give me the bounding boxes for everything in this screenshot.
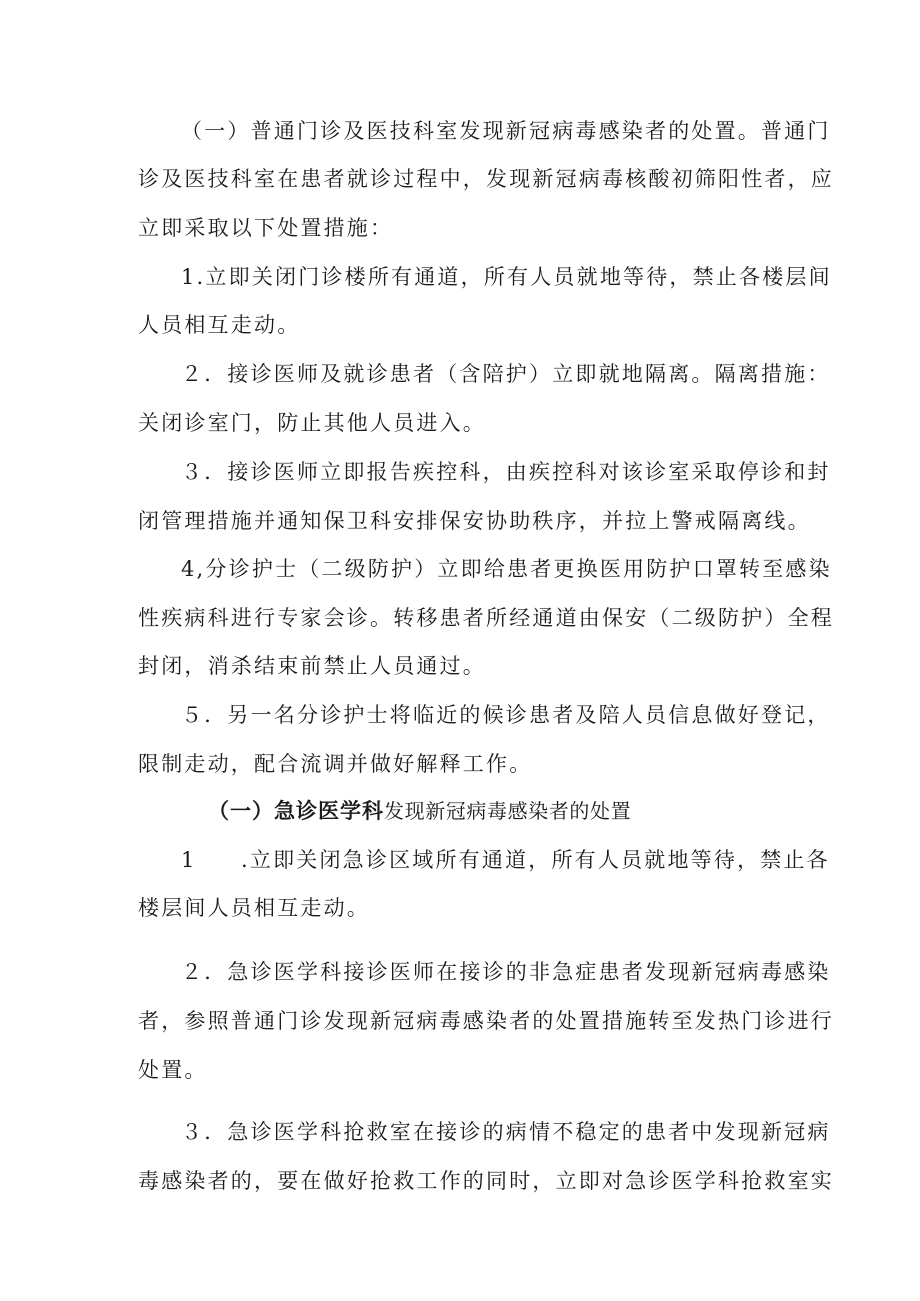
section1-item1-line-2: 人员相互走动。 <box>138 313 301 337</box>
section2-item1-number: 1 <box>181 848 197 872</box>
section2-item1-line-2: 楼层间人员相互走动。 <box>138 896 370 920</box>
section1-item4-line-3: 封闭，消杀结束前禁止人员通过。 <box>138 654 486 678</box>
section2-item1-line-1 <box>181 845 830 875</box>
section2-item3-line-1: ３．急诊医学科抢救室在接诊的病情不稳定的患者中发现新冠病 <box>181 1120 831 1144</box>
section2-item1-text: .立即关闭急诊区域所有通道，所有人员就地等待，禁止各 <box>241 848 830 872</box>
section2-item2-line-3: 处置。 <box>138 1058 208 1082</box>
section1-intro-line-3: 立即采取以下处置措施： <box>138 216 394 240</box>
section2-heading-rest: 发现新冠病毒感染者的处置 <box>384 799 632 823</box>
section1-item3-line-1: ３．接诊医师立即报告疾控科，由疾控科对该诊室采取停诊和封 <box>181 460 831 484</box>
section1-item5-line-1: ５．另一名分诊护士将临近的候诊患者及陪人员信息做好登记， <box>181 703 831 727</box>
section2-item2-line-1: ２．急诊医学科接诊医师在接诊的非急症患者发现新冠病毒感染 <box>181 960 831 984</box>
section1-item1-line-1: 1.立即关闭门诊楼所有通道，所有人员就地等待，禁止各楼层间 <box>181 265 832 289</box>
section1-item4-line-1: 4,分诊护士（二级防护）立即给患者更换医用防护口罩转至感染 <box>181 557 832 581</box>
section1-item4-line-2: 性疾病科进行专家会诊。转移患者所经通道由保安（二级防护）全程 <box>138 606 834 630</box>
section1-item5-line-2: 限制走动，配合流调并做好解释工作。 <box>138 752 533 776</box>
section2-item2-line-2: 者，参照普通门诊发现新冠病毒感染者的处置措施转至发热门诊进行 <box>138 1009 834 1033</box>
section2-heading <box>208 796 858 826</box>
section1-item2-line-2: 关闭诊室门，防止其他人员进入。 <box>138 411 486 435</box>
section2-item3-line-2: 毒感染者的，要在做好抢救工作的同时，立即对急诊医学科抢救室实 <box>138 1169 834 1193</box>
section1-item3-line-2: 闭管理措施并通知保卫科安排保安协助秩序，并拉上警戒隔离线。 <box>138 509 811 533</box>
section1-intro-line-1: （一）普通门诊及医技科室发现新冠病毒感染者的处置。普通门 <box>181 119 831 143</box>
section1-intro-line-2: 诊及医技科室在患者就诊过程中，发现新冠病毒核酸初筛阳性者，应 <box>138 167 834 191</box>
section2-heading-bold: （一）急诊医学科 <box>208 799 384 823</box>
section1-item2-line-1: ２．接诊医师及就诊患者（含陪护）立即就地隔离。隔离措施： <box>181 362 831 386</box>
